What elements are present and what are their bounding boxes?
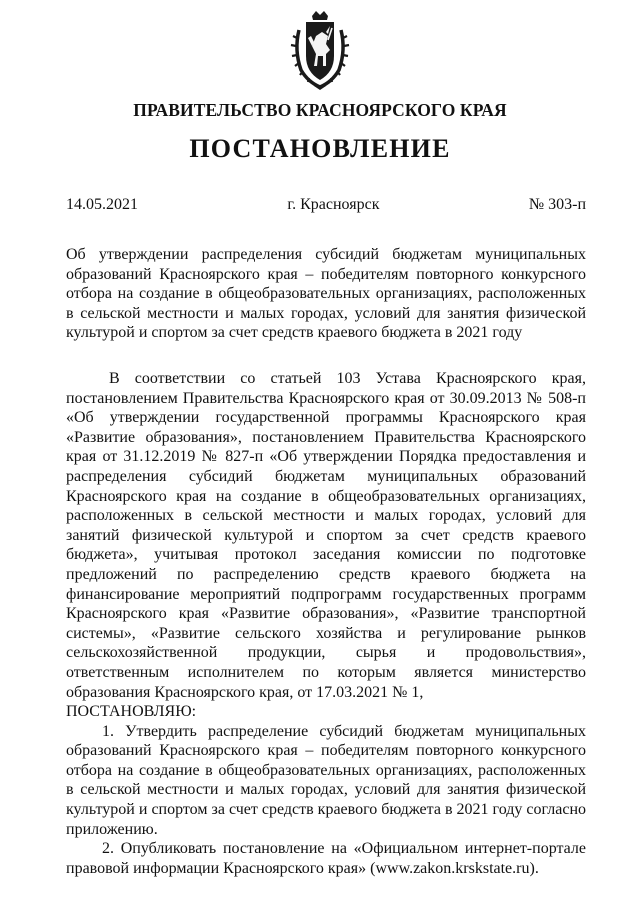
- document-city: г. Красноярск: [287, 196, 380, 213]
- document-body: [66, 369, 586, 878]
- decree-item-1: 1. Утвердить распределение субсидий бюджетам муниципальных образований Красноярского края – победителям повторного конкурсного отбора на создание в общеобразовательных организациях, расположенных в сельской местности и малых городах, условий для занятия физической культурой и спортом за счет средств краевого бюджета в 2021 году согласно приложению.: [66, 722, 586, 838]
- document-type-title: ПОСТАНОВЛЕНИЕ: [189, 134, 451, 163]
- decree-word: ПОСТАНОВЛЯЮ:: [66, 703, 197, 721]
- document-date: 14.05.2021: [66, 196, 138, 213]
- krasnoyarsk-coat-of-arms-icon: [290, 10, 350, 92]
- document-subject: Об утверждении распределения субсидий бюджетам муниципальных образований Красноярского края – победителям повторного конкурсного отбора на создание в общеобразовательных организациях, расположенных в сельской местности и малых городах, условий для занятия физической культурой и спортом за счет средств краевого бюджета в 2021 году: [66, 246, 586, 342]
- issuing-authority: ПРАВИТЕЛЬСТВО КРАСНОЯРСКОГО КРАЯ: [133, 100, 507, 120]
- decree-item-2: 2. Опубликовать постановление на «Официальном интернет-портале правовой информации Красноярского края» (www.zakon.krskstate.ru).: [66, 840, 586, 877]
- preamble-text: В соответствии со статьей 103 Устава Красноярского края, постановлением Правительства Красноярского края от 30.09.2013 № 508-п «Об утверждении государственной программы Красноярского края «Развитие образования», постановлением Правительства Красноярского края от 31.12.2019 № 827-п «Об утверждении Порядка предоставления и распределения субсидий бюджетам муниципальных образований Красноярского края на создание в общеобразовательных организациях, расположенных в сельской местности и малых городах, условий для занятий физической культурой и спортом за счет средств краевого бюджета», учитывая протокол заседания комиссии по подготовке предложений по распределению средств краевого бюджета на финансирование мероприятий подпрограмм государственных программ Красноярского края «Развитие образования», «Развитие транспортной системы», «Развитие сельского хозяйства и регулирование рынков сельскохозяйственной продукции, сырья и продовольствия», ответственным исполнителем по которым является министерство образования Красноярского края, от 17.03.2021 № 1,: [66, 370, 586, 701]
- document-meta-row: [66, 196, 586, 214]
- preamble-paragraph: [66, 369, 586, 722]
- document-number: № 303-п: [528, 196, 586, 213]
